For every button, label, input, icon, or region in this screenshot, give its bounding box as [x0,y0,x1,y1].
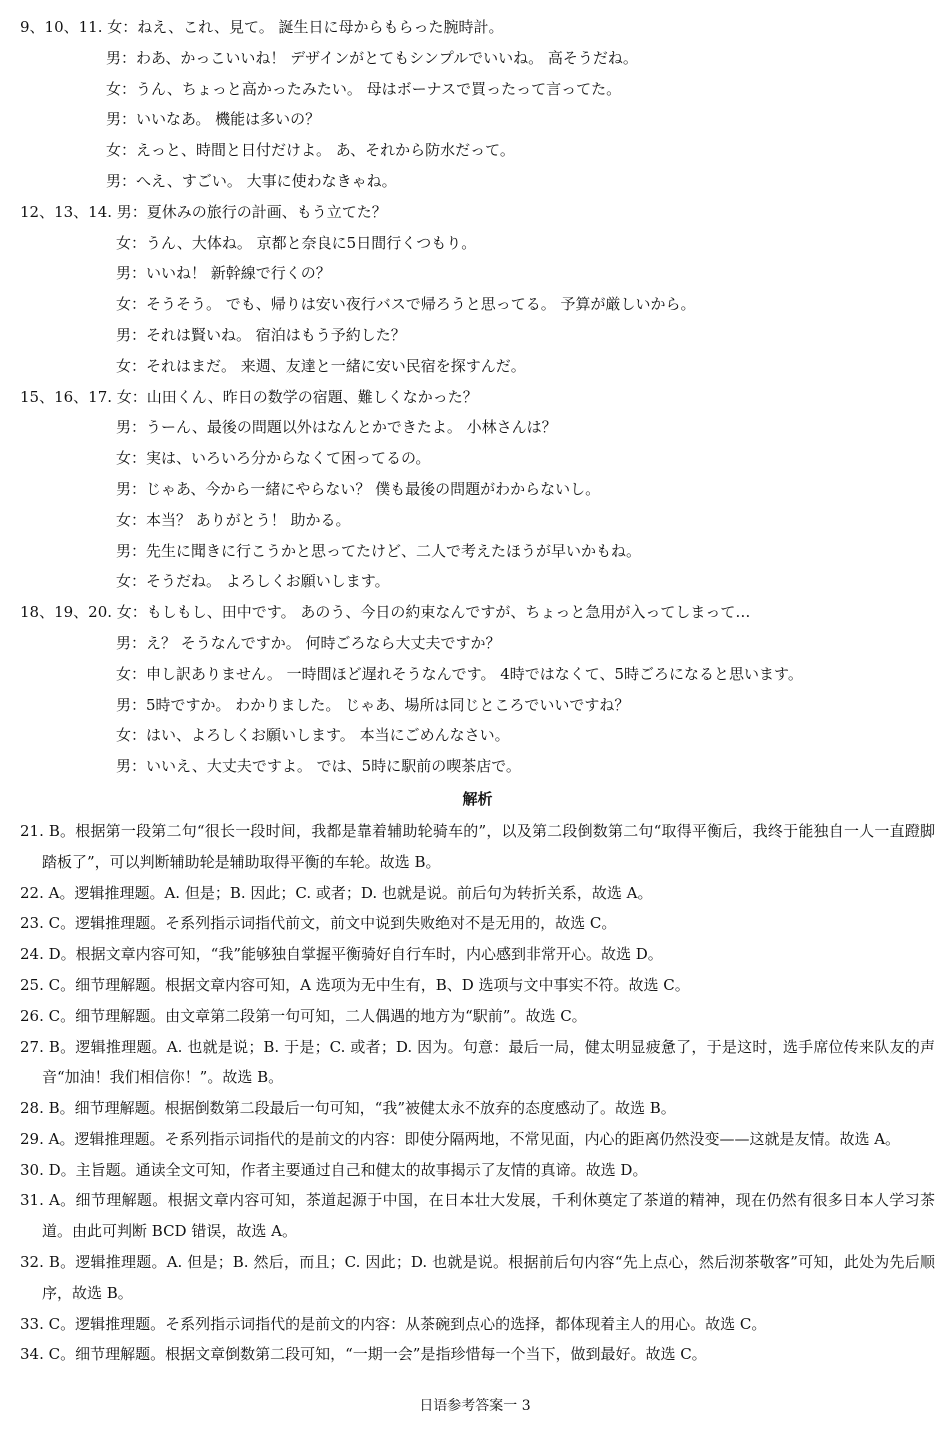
answer-item: 32. B。逻辑推理题。A. 但是；B. 然后，而且；C. 因此；D. 也就是说。根据前后句内容“先上点心，然后沏茶敬客”可知，此处为先后顺序，故选 B。 [20,1253,935,1302]
answer-item: 23. C。逻辑推理题。そ系列指示词指代前文，前文中说到失败绝对不是无用的，故选 C。 [20,914,617,933]
answer-item: 26. C。细节理解题。由文章第二段第一句可知，二人偶遇的地方为“駅前”。故选 C。 [20,1006,587,1025]
answer-item: 21. B。根据第一段第二句“很长一段时间，我都是靠着辅助轮骑车的”，以及第二段倒数第二句“取得平衡后，我终于能独自一人一直蹬脚踏板了”，可以判断辅助轮是辅助取得平衡的车轮。故选 B。 [20,821,935,871]
answer-item: 28. B。细节理解题。根据倒数第二段最后一句可知，“我”被健太永不放弃的态度感动了。故选 B。 [20,1099,676,1118]
dialogue-line: 男：それは賢いね。 宿泊はもう予約した？ [116,325,406,344]
dialogue-line: 男：5時ですか。 わかりました。 じゃあ、場所は同じところでいいですね？ [116,695,630,714]
dialogue-line: 男：じゃあ、今から一緒にやらない？ 僕も最後の問題がわからないし。 [116,479,601,498]
dialogue-line: 女：えっと、時間と日付だけよ。 あ、それから防水だって。 [106,141,515,160]
dialogue-line: 女：それはまだ。 来週、友達と一緒に安い民宿を探すんだ。 [116,356,526,375]
dialogue-18-20 [20,597,935,782]
dialogue-line: 女：うん、大体ね。 京都と奈良に5日間行くつもり。 [116,233,477,252]
dialogue-line: 12、13、14. 男：夏休みの旅行の計画、もう立てた？ [20,202,387,221]
dialogue-15-17 [20,382,935,598]
dialogue-line: 男：え？ そうなんですか。 何時ごろなら大丈夫ですか？ [116,633,501,652]
dialogue-line: 女：実は、いろいろ分からなくて困ってるの。 [116,449,431,468]
answer-item: 33. C。逻辑推理题。そ系列指示词指代的是前文的内容：从茶碗到点心的选择，都体现着主人的用心。故选 C。 [20,1314,767,1333]
page-footer: 日语参考答案一 3 [419,1398,531,1414]
dialogue-line: 女：そうそう。 でも、帰りは安い夜行バスで帰ろうと思ってる。 予算が厳しいから。 [116,295,696,314]
dialogue-line: 15、16、17. 女：山田くん、昨日の数学の宿題、難しくなかった？ [20,387,478,406]
dialogue-9-11 [20,12,935,197]
answer-item: 34. C。细节理解题。根据文章倒数第二段可知，“一期一会”是指珍惜每一个当下，做到最好。故选 C。 [20,1345,707,1364]
dialogue-line: 男：いいえ、大丈夫ですよ。 では、5時に駅前の喫茶店で。 [116,757,521,776]
answer-item: 22. A。逻辑推理题。A. 但是；B. 因此；C. 或者；D. 也就是说。前后句为转折关系，故选 A。 [20,883,653,902]
answer-item: 29. A。逻辑推理题。そ系列指示词指代的是前文的内容：即使分隔两地，不常见面，内心的距离仍然没变——这就是友情。故选 A。 [20,1129,901,1148]
dialogue-line: 9、10、11. 女：ねえ、これ、見て。 誕生日に母からもらった腕時計。 [20,18,504,36]
dialogue-line: 18、19、20. 女：もしもし、田中です。 あのう、今日の約束なんですが、ちょっと急用が入ってしまって… [20,603,751,622]
answer-item: 30. D。主旨题。通读全文可知，作者主要通过自己和健太的故事揭示了友情的真谛。故选 D。 [20,1160,648,1179]
dialogue-line: 女：はい、よろしくお願いします。 本当にごめんなさい。 [116,726,510,745]
dialogue-line: 男：うーん、最後の問題以外はなんとかできたよ。 小林さんは？ [116,418,557,437]
answer-item: 24. D。根据文章内容可知，“我”能够独自掌握平衡骑好自行车时，内心感到非常开心。故选 D。 [20,945,663,964]
analysis-list [20,816,935,1370]
dialogue-line: 男：わあ、かっこいいね！ デザインがとてもシンプルでいいね。 高そうだね。 [106,48,638,67]
answer-item: 25. C。细节理解题。根据文章内容可知，A 选项为无中生有，B、D 选项与文中事实不符。故选 C。 [20,975,690,994]
dialogue-line: 男：先生に聞きに行こうかと思ってたけど、二人で考えたほうが早いかもね。 [116,541,642,560]
dialogue-line: 女：申し訳ありません。 一時間ほど遅れそうなんです。 4時ではなくて、5時ごろになると思います。 [116,664,803,683]
answer-key-page [20,12,935,1370]
dialogue-line: 男：いいね！ 新幹線で行くの？ [116,264,331,283]
answer-item: 31. A。细节理解题。根据文章内容可知，茶道起源于中国，在日本壮大发展，千利休奠定了茶道的精神，现在仍然有很多日本人学习茶道。由此可判断 BCD 错误，故选 A。 [20,1191,935,1241]
dialogue-12-14 [20,197,935,382]
dialogue-line: 男：へえ、すごい。 大事に使わなきゃね。 [106,171,397,190]
dialogue-line: 女：本当？ ありがとう！ 助かる。 [116,510,351,529]
dialogue-line: 男：いいなあ。 機能は多いの？ [106,110,321,129]
dialogue-line: 女：そうだね。 よろしくお願いします。 [116,572,390,591]
dialogue-line: 女：うん、ちょっと高かったみたい。 母はボーナスで買ったって言ってた。 [106,79,622,98]
analysis-heading: 解析 [462,789,493,808]
answer-item: 27. B。逻辑推理题。A. 也就是说；B. 于是；C. 或者；D. 因为。句意：最后一局，健太明显疲惫了，于是这时，选手席位传来队友的声音“加油！我们相信你！”。故选 B。 [20,1037,935,1087]
